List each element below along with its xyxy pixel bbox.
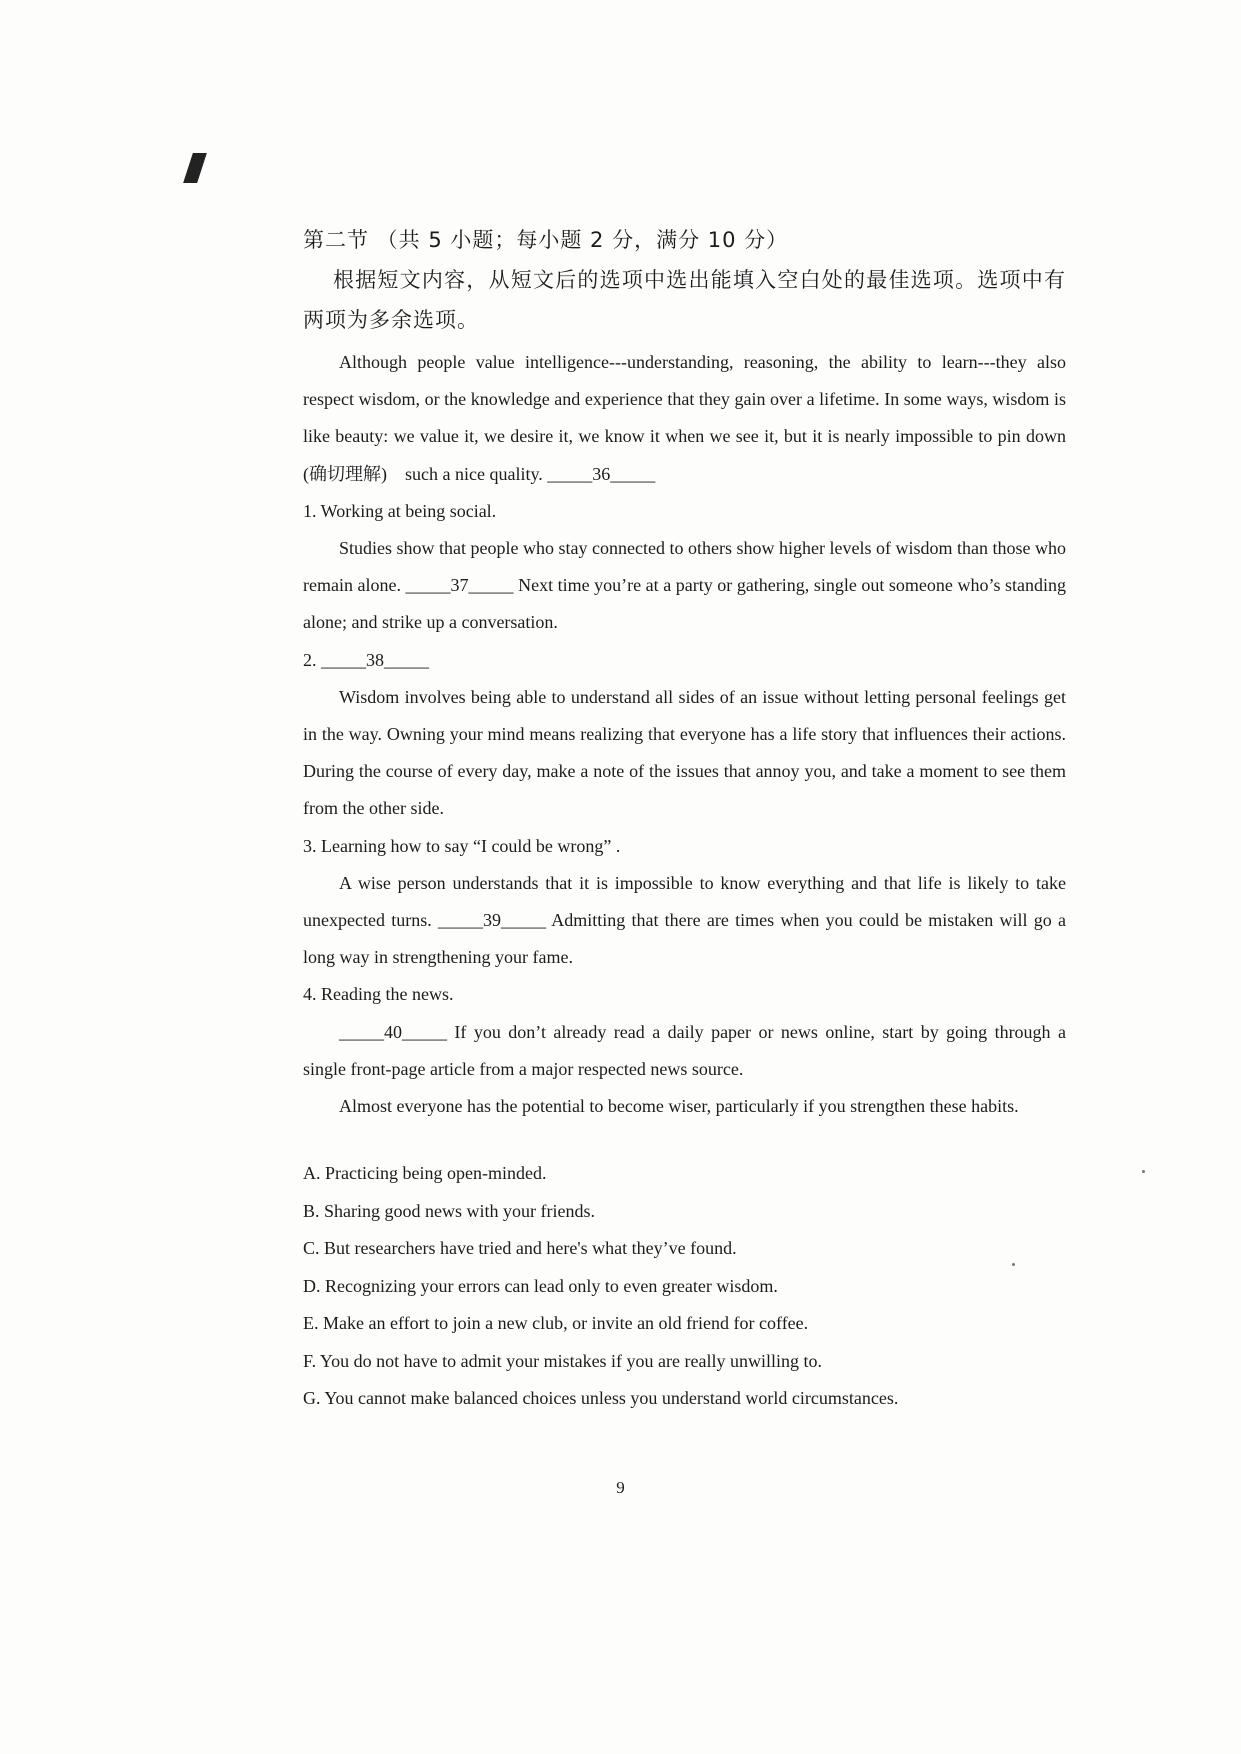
paragraph-4 — [303, 1014, 1066, 1088]
answer-options — [303, 1155, 1066, 1418]
section-instruction: 根据短文内容，从短文后的选项中选出能填入空白处的最佳选项。选项中有两项为多余选项。 — [303, 268, 1066, 332]
paragraph-1-part-a: Studies show that people who stay connected to others show higher levels of wisdom than those who remain alone. — [303, 538, 1066, 596]
passage-intro-text: Although people value intelligence---understanding, reasoning, the ability to learn---they also respect wisdom, or the knowledge and experience that they gain over a lifetime. In some ways, wisdom is like beauty: we value it, we desire it, we know it when we see it, but it is nearly impossible to pin down (确切理解) such a nice quality. — [303, 352, 1066, 484]
paragraph-3-part-b: Admitting that there are times when you could be mistaken will go a long way in strengthening your fame. — [303, 910, 1066, 968]
option-b: B. Sharing good news with your friends. — [303, 1200, 595, 1221]
option-e: E. Make an effort to join a new club, or invite an old friend for coffee. — [303, 1313, 809, 1334]
paragraph-4-text: If you don’t already read a daily paper or news online, start by going through a single front-page article from a major respected news source. — [303, 1021, 1066, 1079]
option-d: D. Recognizing your errors can lead only to even greater wisdom. — [303, 1275, 778, 1296]
section-title: 第二节 （共 5 小题；每小题 2 分，满分 10 分） — [303, 228, 789, 252]
exam-page — [303, 222, 1066, 1418]
option-f: F. You do not have to admit your mistakes if you are really unwilling to. — [303, 1350, 823, 1371]
paragraph-3 — [303, 865, 1066, 977]
conclusion: Almost everyone has the potential to become wiser, particularly if you strengthen these habits. — [339, 1096, 1019, 1117]
blank-37: _____37_____ — [405, 575, 514, 596]
option-g: G. You cannot make balanced choices unless you understand world circumstances. — [303, 1388, 899, 1409]
heading-4: 4. Reading the news. — [303, 984, 454, 1005]
heading-1: 1. Working at being social. — [303, 500, 497, 521]
option-a: A. Practicing being open-minded. — [303, 1163, 547, 1184]
paragraph-3-part-a: A wise person understands that it is impossible to know everything and that life is likely to take unexpected turns. — [303, 872, 1066, 931]
paragraph-1-part-b: Next time you’re at a party or gathering, single out someone who’s standing alone; and strike up a conversation. — [303, 575, 1066, 633]
scan-corner-mark — [183, 153, 207, 183]
paragraph-1 — [303, 530, 1066, 642]
scan-speck — [1142, 1170, 1145, 1173]
passage-intro — [303, 344, 1066, 493]
heading-2: 2. _____38_____ — [303, 649, 429, 670]
blank-40: _____40_____ — [339, 1021, 447, 1042]
option-c: C. But researchers have tried and here's what they’ve found. — [303, 1238, 737, 1259]
page-number: 9 — [616, 1478, 625, 1497]
blank-39: _____39_____ — [437, 910, 546, 931]
blank-36: _____36_____ — [542, 463, 656, 484]
heading-3: 3. Learning how to say “I could be wrong” . — [303, 835, 621, 856]
paragraph-2: Wisdom involves being able to understand all sides of an issue without letting personal feelings get in the way. Owning your mind means realizing that everyone has a life story that influences their actions. During the course of every day, make a note of the issues that annoy you, and take a moment to see them from the other side. — [303, 686, 1066, 819]
